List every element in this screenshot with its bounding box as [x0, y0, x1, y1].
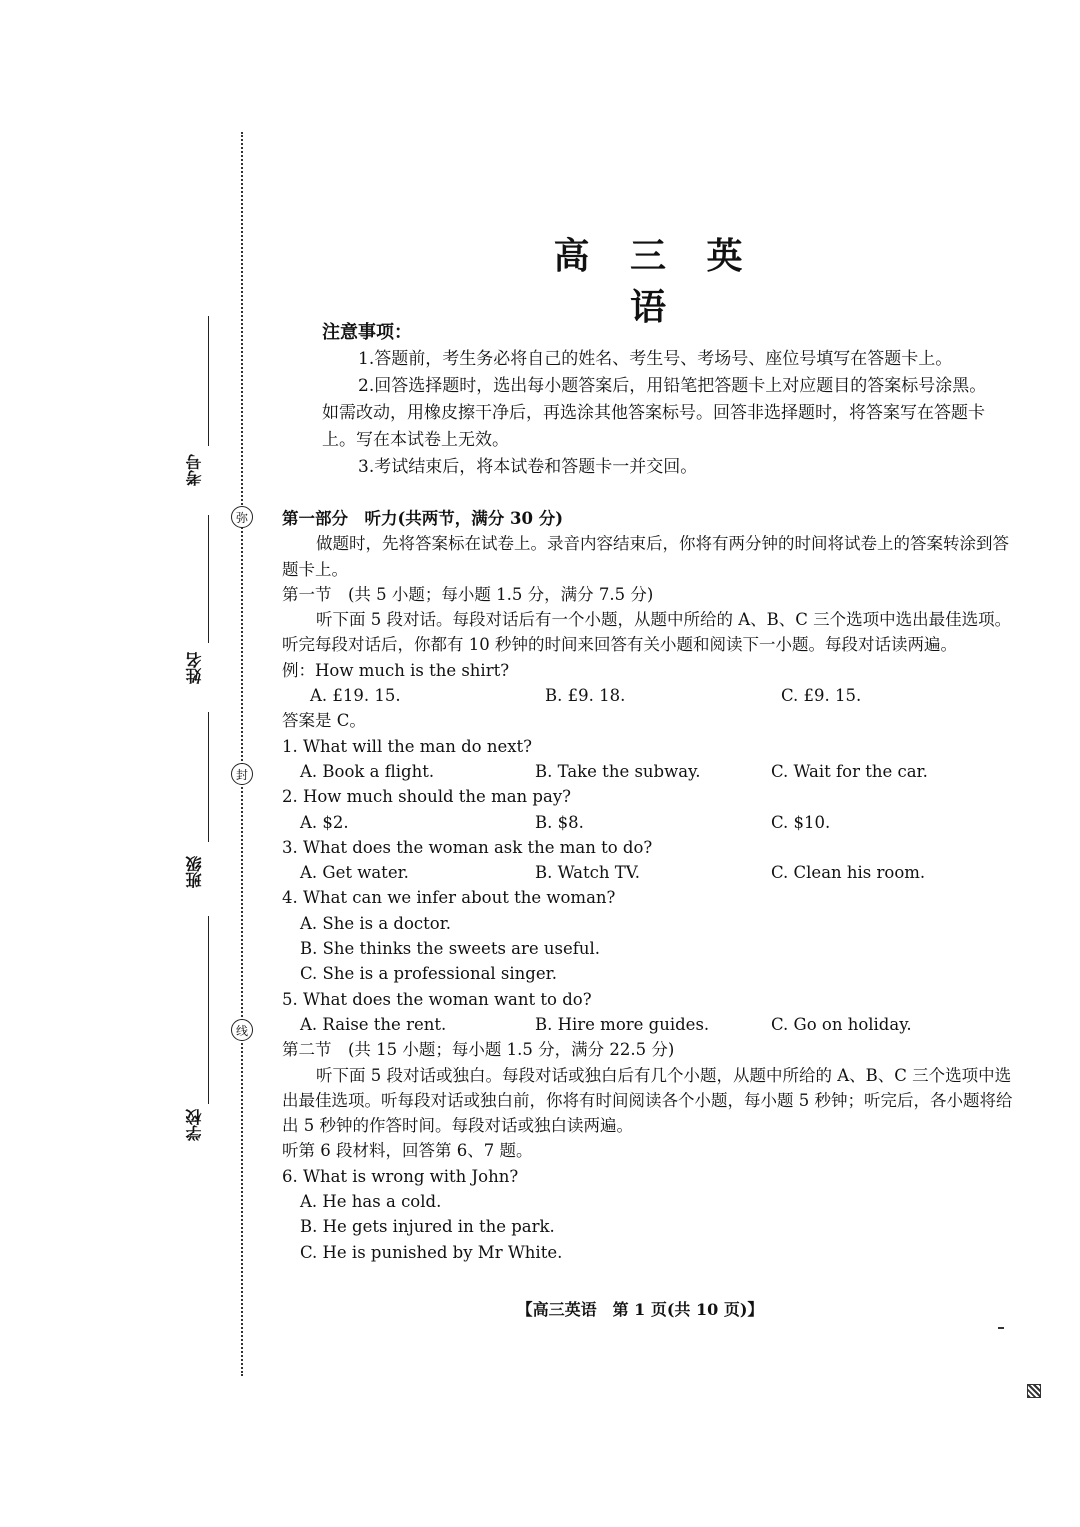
class-label: 班级 — [185, 856, 204, 888]
exam-number-blank — [208, 316, 209, 446]
scanner-watermark — [1042, 1385, 1078, 1395]
option-a: A. Raise the rent. — [300, 1014, 447, 1034]
name-label: 姓名 — [185, 652, 204, 684]
question-6: 6. What is wrong with John? — [282, 1166, 519, 1186]
part1-intro: 做题时，先将答案标在试卷上。录音内容结束后，你将有两分钟的时间将试卷上的答案转涂到答题卡上。 — [282, 534, 1009, 579]
question-5-options — [282, 1012, 1022, 1037]
question-1: 1. What will the man do next? — [282, 736, 533, 756]
scan-mark — [998, 1327, 1004, 1329]
option-c: C. $10. — [771, 812, 831, 832]
example-options — [282, 683, 1022, 708]
option-a: A. $2. — [300, 812, 349, 832]
question-3-options — [282, 860, 1022, 885]
option-b: B. Take the subway. — [535, 761, 701, 781]
option-c: C. Go on holiday. — [771, 1014, 912, 1034]
question-2-options — [282, 810, 1022, 835]
part1-heading: 第一部分 听力(共两节，满分 30 分) — [282, 509, 564, 528]
class-blank — [208, 712, 209, 842]
page-footer: 【高三英语 第 1 页(共 10 页)】 — [516, 1300, 764, 1319]
option-a: A. Get water. — [300, 863, 409, 883]
question-1-options — [282, 759, 1022, 784]
example-question: 例：How much is the shirt? — [282, 660, 510, 680]
option-a: A. Book a flight. — [300, 761, 435, 781]
option-c: C. Clean his room. — [771, 863, 926, 883]
material-6-note: 听第 6 段材料，回答第 6、7 题。 — [282, 1141, 533, 1161]
option-a: A. £19. 15. — [310, 686, 401, 706]
option-a: A. He has a cold. — [300, 1192, 442, 1212]
listening-part — [282, 506, 1022, 1265]
option-b: B. $8. — [535, 812, 584, 832]
school-blank — [208, 916, 209, 1104]
name-blank — [208, 515, 209, 643]
section2-instructions: 听下面 5 段对话或独白。每段对话或独白后有几个小题，从题中所给的 A、B、C 三个选项中选出最佳选项。听每段对话或独白前，你将有时间阅读各个小题，每小题 5 秒钟；听完后，各小题将给出 5 秒钟的作答时间。每段对话或独白读两遍。 — [282, 1065, 1013, 1136]
qr-code-icon — [1027, 1384, 1041, 1398]
school-label: 学校 — [185, 1109, 204, 1141]
section1-heading: 第一节 (共 5 小题；每小题 1.5 分，满分 7.5 分) — [282, 584, 654, 604]
question-5: 5. What does the woman want to do? — [282, 989, 592, 1009]
seal-mi: 弥 — [231, 506, 253, 528]
example-answer: 答案是 C。 — [282, 711, 366, 731]
notice-list — [322, 346, 1002, 481]
option-c: C. He is punished by Mr White. — [300, 1242, 563, 1262]
option-c: C. Wait for the car. — [771, 761, 928, 781]
section2-heading: 第二节 (共 15 小题；每小题 1.5 分，满分 22.5 分) — [282, 1040, 675, 1060]
option-b: B. He gets injured in the park. — [300, 1217, 555, 1237]
notice-item: 3.考试结束后，将本试卷和答题卡一并交回。 — [358, 457, 698, 477]
notice-item: 1.答题前，考生务必将自己的姓名、考生号、考场号、座位号填写在答题卡上。 — [358, 349, 953, 369]
page-title: 高 三 英 语 — [553, 236, 757, 328]
binding-dotted-line — [241, 132, 243, 1376]
seal-feng: 封 — [231, 763, 253, 785]
option-b: B. Watch TV. — [535, 863, 641, 883]
option-a: A. She is a doctor. — [300, 913, 452, 933]
exam-number-label: 考号 — [185, 454, 204, 486]
option-c: C. She is a professional singer. — [300, 964, 557, 984]
option-c: C. £9. 15. — [781, 686, 862, 706]
seal-xian: 线 — [231, 1019, 253, 1041]
question-2: 2. How much should the man pay? — [282, 787, 571, 807]
question-3: 3. What does the woman ask the man to do? — [282, 837, 653, 857]
notice-heading: 注意事项： — [322, 322, 412, 343]
question-4: 4. What can we infer about the woman? — [282, 888, 616, 908]
section1-instructions: 听下面 5 段对话。每段对话后有一个小题，从题中所给的 A、B、C 三个选项中选出最佳选项。听完每段对话后，你都有 10 秒钟的时间来回答有关小题和阅读下一小题。每段对话读两遍。 — [282, 610, 1012, 655]
option-b: B. £9. 18. — [545, 686, 626, 706]
option-b: B. Hire more guides. — [535, 1014, 710, 1034]
option-b: B. She thinks the sweets are useful. — [300, 939, 601, 959]
notice-item: 2.回答选择题时，选出每小题答案后，用铅笔把答题卡上对应题目的答案标号涂黑。如需改动，用橡皮擦干净后，再选涂其他答案标号。回答非选择题时，将答案写在答题卡上。写在本试卷上无效。 — [322, 376, 987, 450]
